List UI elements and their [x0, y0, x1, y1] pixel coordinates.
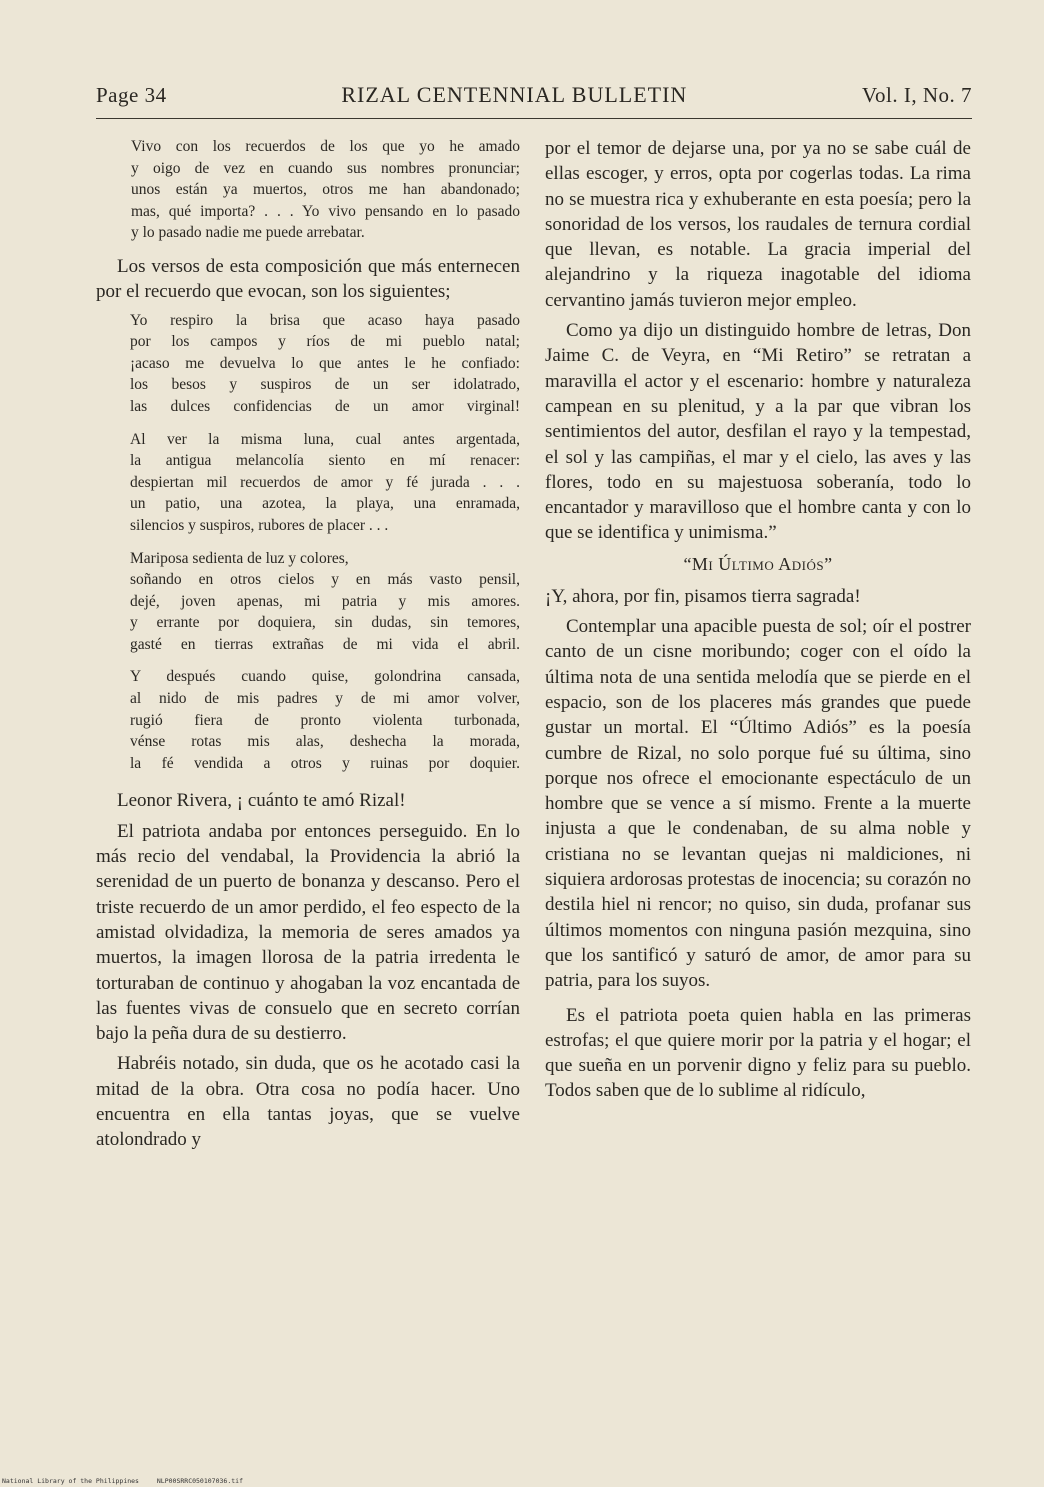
verse-line: por los campos y ríos de mi pueblo natal; — [130, 333, 520, 351]
verse-line: despiertan mil recuerdos de amor y fé jurada . . . — [130, 473, 520, 491]
paragraph: Los versos de esta composición que más enternecen por el recuerdo que evocan, son los siguientes; — [96, 255, 520, 303]
verse-line: la fé vendida a otros y ruinas por doquier. — [130, 754, 520, 772]
verse-line: Yo respiro la brisa que acaso haya pasado — [130, 311, 520, 329]
file-name: NLP00SRRC050107036.tif — [156, 1477, 243, 1485]
stanza — [96, 548, 520, 656]
verse-line: los besos y suspiros de un ser idolatrado, — [130, 376, 520, 394]
right-column — [545, 136, 971, 1109]
verse-line: y lo pasado nadie me puede arrebatar. — [131, 224, 365, 242]
verse-line: y errante por doquiera, sin dudas, sin temores, — [130, 614, 520, 632]
volume-number: Vol. I, No. 7 — [862, 83, 972, 107]
verse-line: la antigua melancolía siento en mí renacer: — [130, 452, 520, 470]
scan-footer — [2, 1477, 257, 1485]
verse-line: mas, qué importa? . . . Yo vivo pensando en lo pasado — [131, 202, 520, 220]
verse-line: dejé, joven apenas, mi patria y mis amores. — [130, 592, 520, 610]
verse-line: y oigo de vez en cuando sus nombres pronunciar; — [131, 159, 520, 177]
paragraph: Habréis notado, sin duda, que os he acotado casi la mitad de la obra. Otra cosa no podía hacer. Uno encuentra en ella tantas joyas, que se vuelve atolondrado y — [96, 1053, 520, 1151]
stanza — [96, 310, 520, 418]
verse-line: las dulces confidencias de un amor virginal! — [130, 397, 520, 415]
page-number: Page 34 — [96, 83, 167, 107]
verse-line: vénse rotas mis alas, deshecha la morada, — [130, 733, 520, 751]
verse-line: un patio, una azotea, la playa, una enramada, — [130, 495, 520, 513]
left-column — [96, 136, 520, 1158]
verse-line: rugió fiera de pronto violenta turbonada, — [130, 711, 520, 729]
paragraph: Contemplar una apacible puesta de sol; oír el postrer canto de un cisne moribundo; coger con el oído la última nota de una sentida melodía que se pierde en el espacio, son de los placeres más grandes que puede gustar un mortal. El “Último Adiós” es la poesía cumbre de Rizal, no solo porque fué su última, sino porque nos ofrece el emocionante espectáculo de un hombre que se vence a sí mismo. Frente a la muerte injusta a que le condenaban, de su alma noble y cristiana no se levantan quejas ni maldiciones, ni siquiera ardorosas protestas de inocencia; su corazón no destila hiel ni rencor; no quiso, sin duda, profanar sus últimos momentos con ninguna pasión mezquina, sino que los santificó y saturó de amor, de amor para su patria, para los suyos. — [545, 616, 971, 992]
verse-line: soñando en otros cielos y en más vasto pensil, — [130, 571, 520, 589]
stanza — [96, 429, 520, 537]
verse-line: gasté en tierras extrañas de mi vida el abril. — [130, 635, 520, 653]
stanza — [96, 666, 520, 774]
verse-block — [96, 136, 520, 244]
paragraph: Leonor Rivera, ¡ cuánto te amó Rizal! — [117, 790, 406, 812]
verse-line: ¡acaso me devuelva lo que antes le he confiado: — [130, 354, 520, 372]
paragraph: Como ya dijo un distinguido hombre de letras, Don Jaime C. de Veyra, en “Mi Retiro” se retratan a maravilla el actor y el escenario: hombre y naturaleza campean en su plenitud, y a la par que vibran los sentimientos del autor, desfilan el rayo y la tempestad, el sol y las campiñas, el mar y el cielo, las aves y las flores, todo en su majestuosa soberanía, todo lo encantador y maravilloso que el hombre canta y con lo que se identifica y unimisma.” — [545, 320, 971, 544]
verse-line: Y después cuando quise, golondrina cansada, — [130, 668, 520, 686]
verse-line: Mariposa sedienta de luz y colores, — [130, 549, 349, 567]
verse-line: unos están ya muertos, otros me han abandonado; — [131, 181, 520, 199]
verse-line: al nido de mis padres y de mi amor volver, — [130, 690, 520, 708]
header-rule — [96, 118, 972, 119]
publication-title: RIZAL CENTENNIAL BULLETIN — [341, 82, 688, 107]
verse-line: silencios y suspiros, rubores de placer . . . — [130, 516, 389, 534]
paragraph: El patriota andaba por entonces perseguido. En lo más recio del vendabal, la Providencia la abrió la serenidad de un puerto de bonanza y descanso. Pero el triste recuerdo de un amor perdido, el feo especto de la amistad olvidadiza, la memoria de seres amados ya muertos, la imagen llorosa de la patria irredenta le torturaban de continuo y ahogaban la voz encantada de las fuentes vivas de consuelo que en secreto corrían bajo la peña dura de su destierro. — [96, 820, 520, 1045]
section-heading: “Mi Último Adiós” — [683, 553, 833, 574]
library-credit: National Library of the Philippines — [2, 1477, 139, 1485]
paragraph: Es el patriota poeta quien habla en las primeras estrofas; el que quiere morir por la patria y el hogar; el que sueña en un porvenir digno y feliz para su pueblo. Todos saben que de lo sublime al ridículo, — [545, 1004, 971, 1102]
verse-line: Vivo con los recuerdos de los que yo he amado — [131, 138, 520, 155]
verse-line: Al ver la misma luna, cual antes argentada, — [130, 430, 520, 448]
paragraph: por el temor de dejarse una, por ya no se sabe cuál de ellas escoger, y erros, opta por cogerlas todas. La rima no se muestra rica y exhuberante en esta poesía; pero la sonoridad de los versos, los raudales de ternura cordial que llevan, es notable. La gracia imperial del alejandrino y la riqueza inagotable del idioma cervantino jamás tuvieron mejor empleo. — [545, 138, 971, 311]
running-header — [96, 82, 972, 116]
paragraph: ¡Y, ahora, por fin, pisamos tierra sagrada! — [545, 585, 861, 607]
